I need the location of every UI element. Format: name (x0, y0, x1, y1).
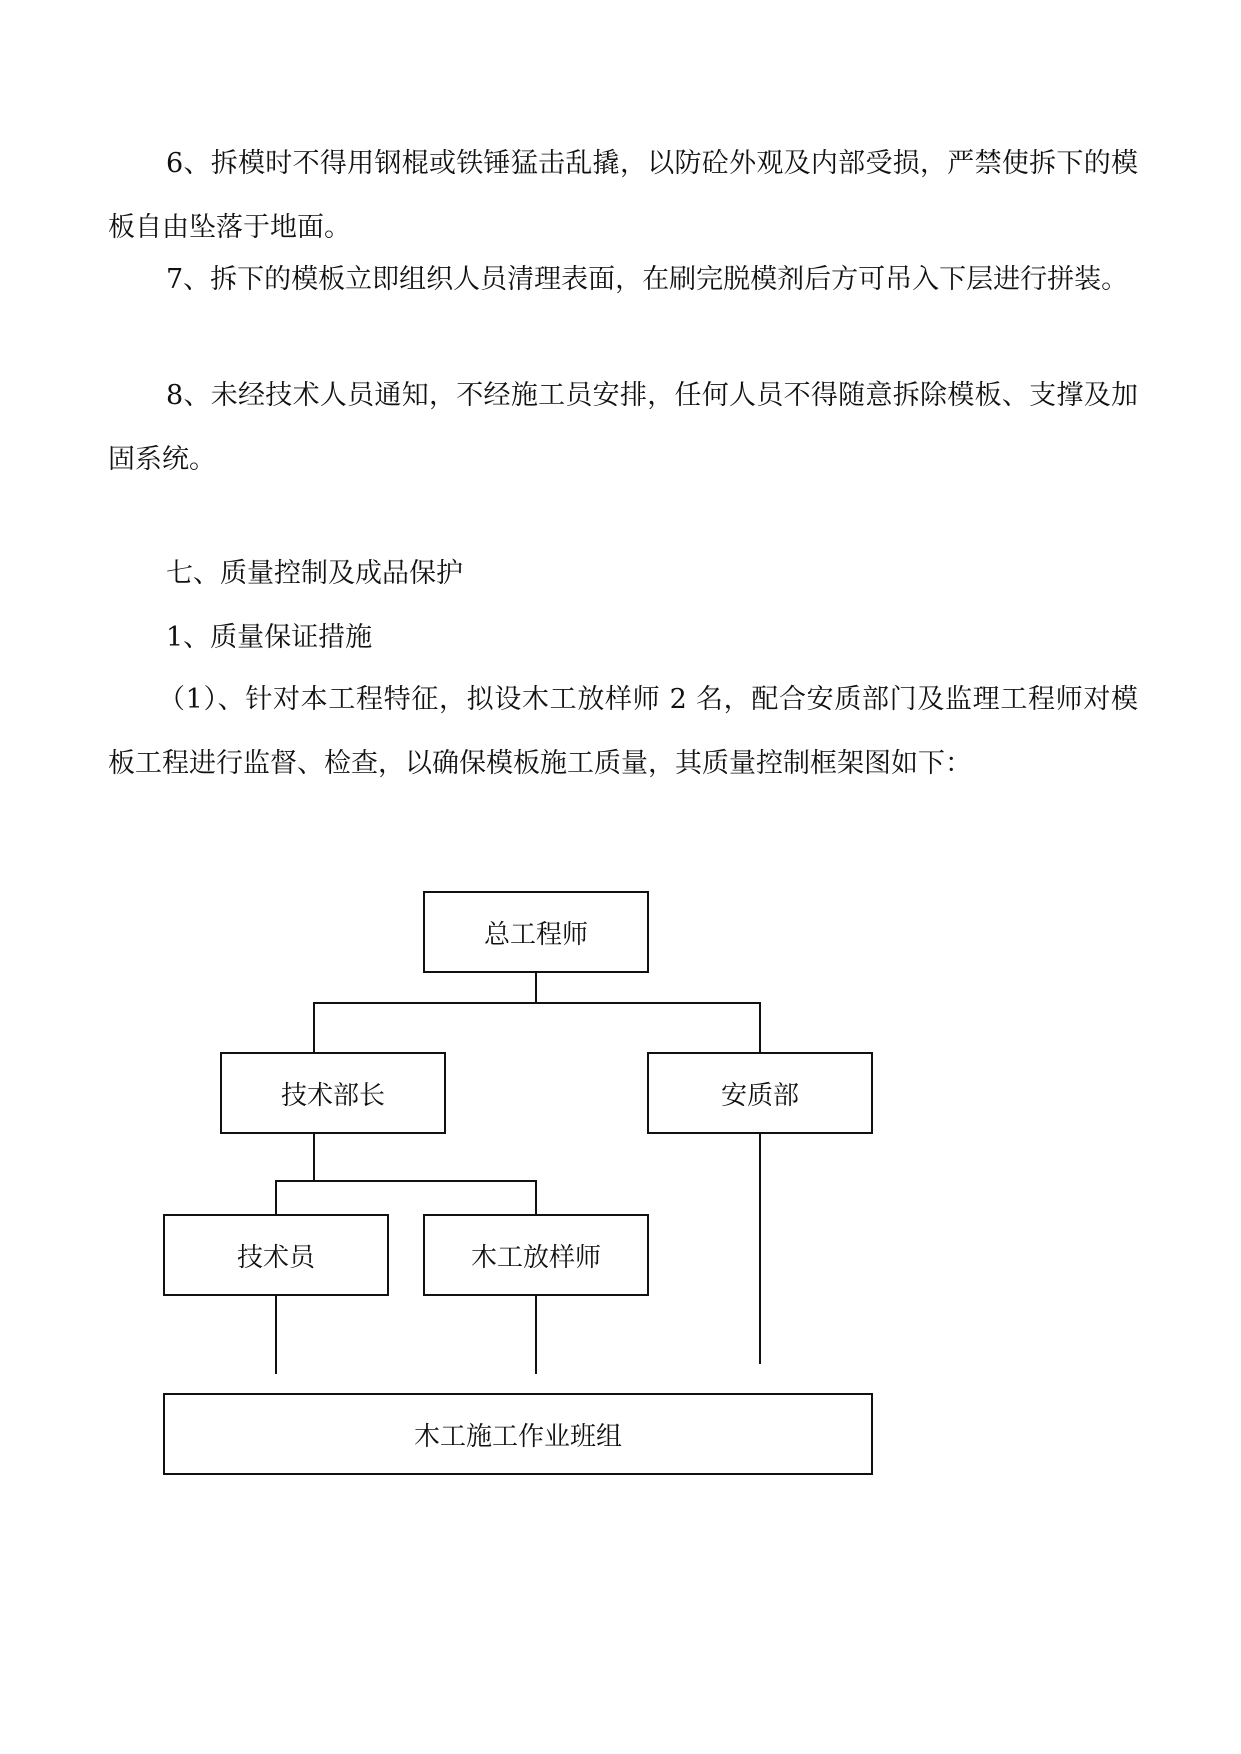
connector-to-technician (275, 1180, 277, 1214)
section-heading-7: 七、质量控制及成品保护 (166, 558, 463, 589)
box-quality-dept: 安质部 (647, 1052, 873, 1134)
box-chief-engineer: 总工程师 (423, 891, 649, 973)
box-work-team: 木工施工作业班组 (163, 1393, 873, 1475)
box-technician: 技术员 (163, 1214, 389, 1296)
connector-chief-down (535, 973, 537, 1003)
connector-quality-dept-down (759, 1134, 761, 1364)
connector-level1-horizontal (313, 1002, 761, 1004)
paragraph-6: 6、拆模时不得用钢棍或铁锤猛击乱撬，以防砼外观及内部受损，严禁使拆下的模板自由坠落于地面。 (108, 148, 1138, 243)
connector-carpenter-layout-down (535, 1296, 537, 1374)
paragraph-7: 7、拆下的模板立即组织人员清理表面，在刷完脱模剂后方可吊入下层进行拼装。 (166, 264, 1129, 295)
connector-tech-head-down (313, 1134, 315, 1181)
connector-to-quality-dept (759, 1002, 761, 1052)
paragraph-8: 8、未经技术人员通知，不经施工员安排，任何人员不得随意拆除模板、支撑及加固系统。 (108, 380, 1138, 475)
connector-level2-horizontal (275, 1180, 537, 1182)
box-tech-head: 技术部长 (220, 1052, 446, 1134)
subheading-1: 1、质量保证措施 (166, 622, 373, 653)
connector-to-tech-head (313, 1002, 315, 1052)
connector-to-carpenter-layout (535, 1180, 537, 1214)
connector-technician-down (275, 1296, 277, 1374)
paragraph-1-1: （1）、针对本工程特征，拟设木工放样师 2 名，配合安质部门及监理工程师对模板工程进行监督、检查，以确保模板施工质量，其质量控制框架图如下： (108, 684, 1138, 779)
box-carpenter-layout: 木工放样师 (423, 1214, 649, 1296)
